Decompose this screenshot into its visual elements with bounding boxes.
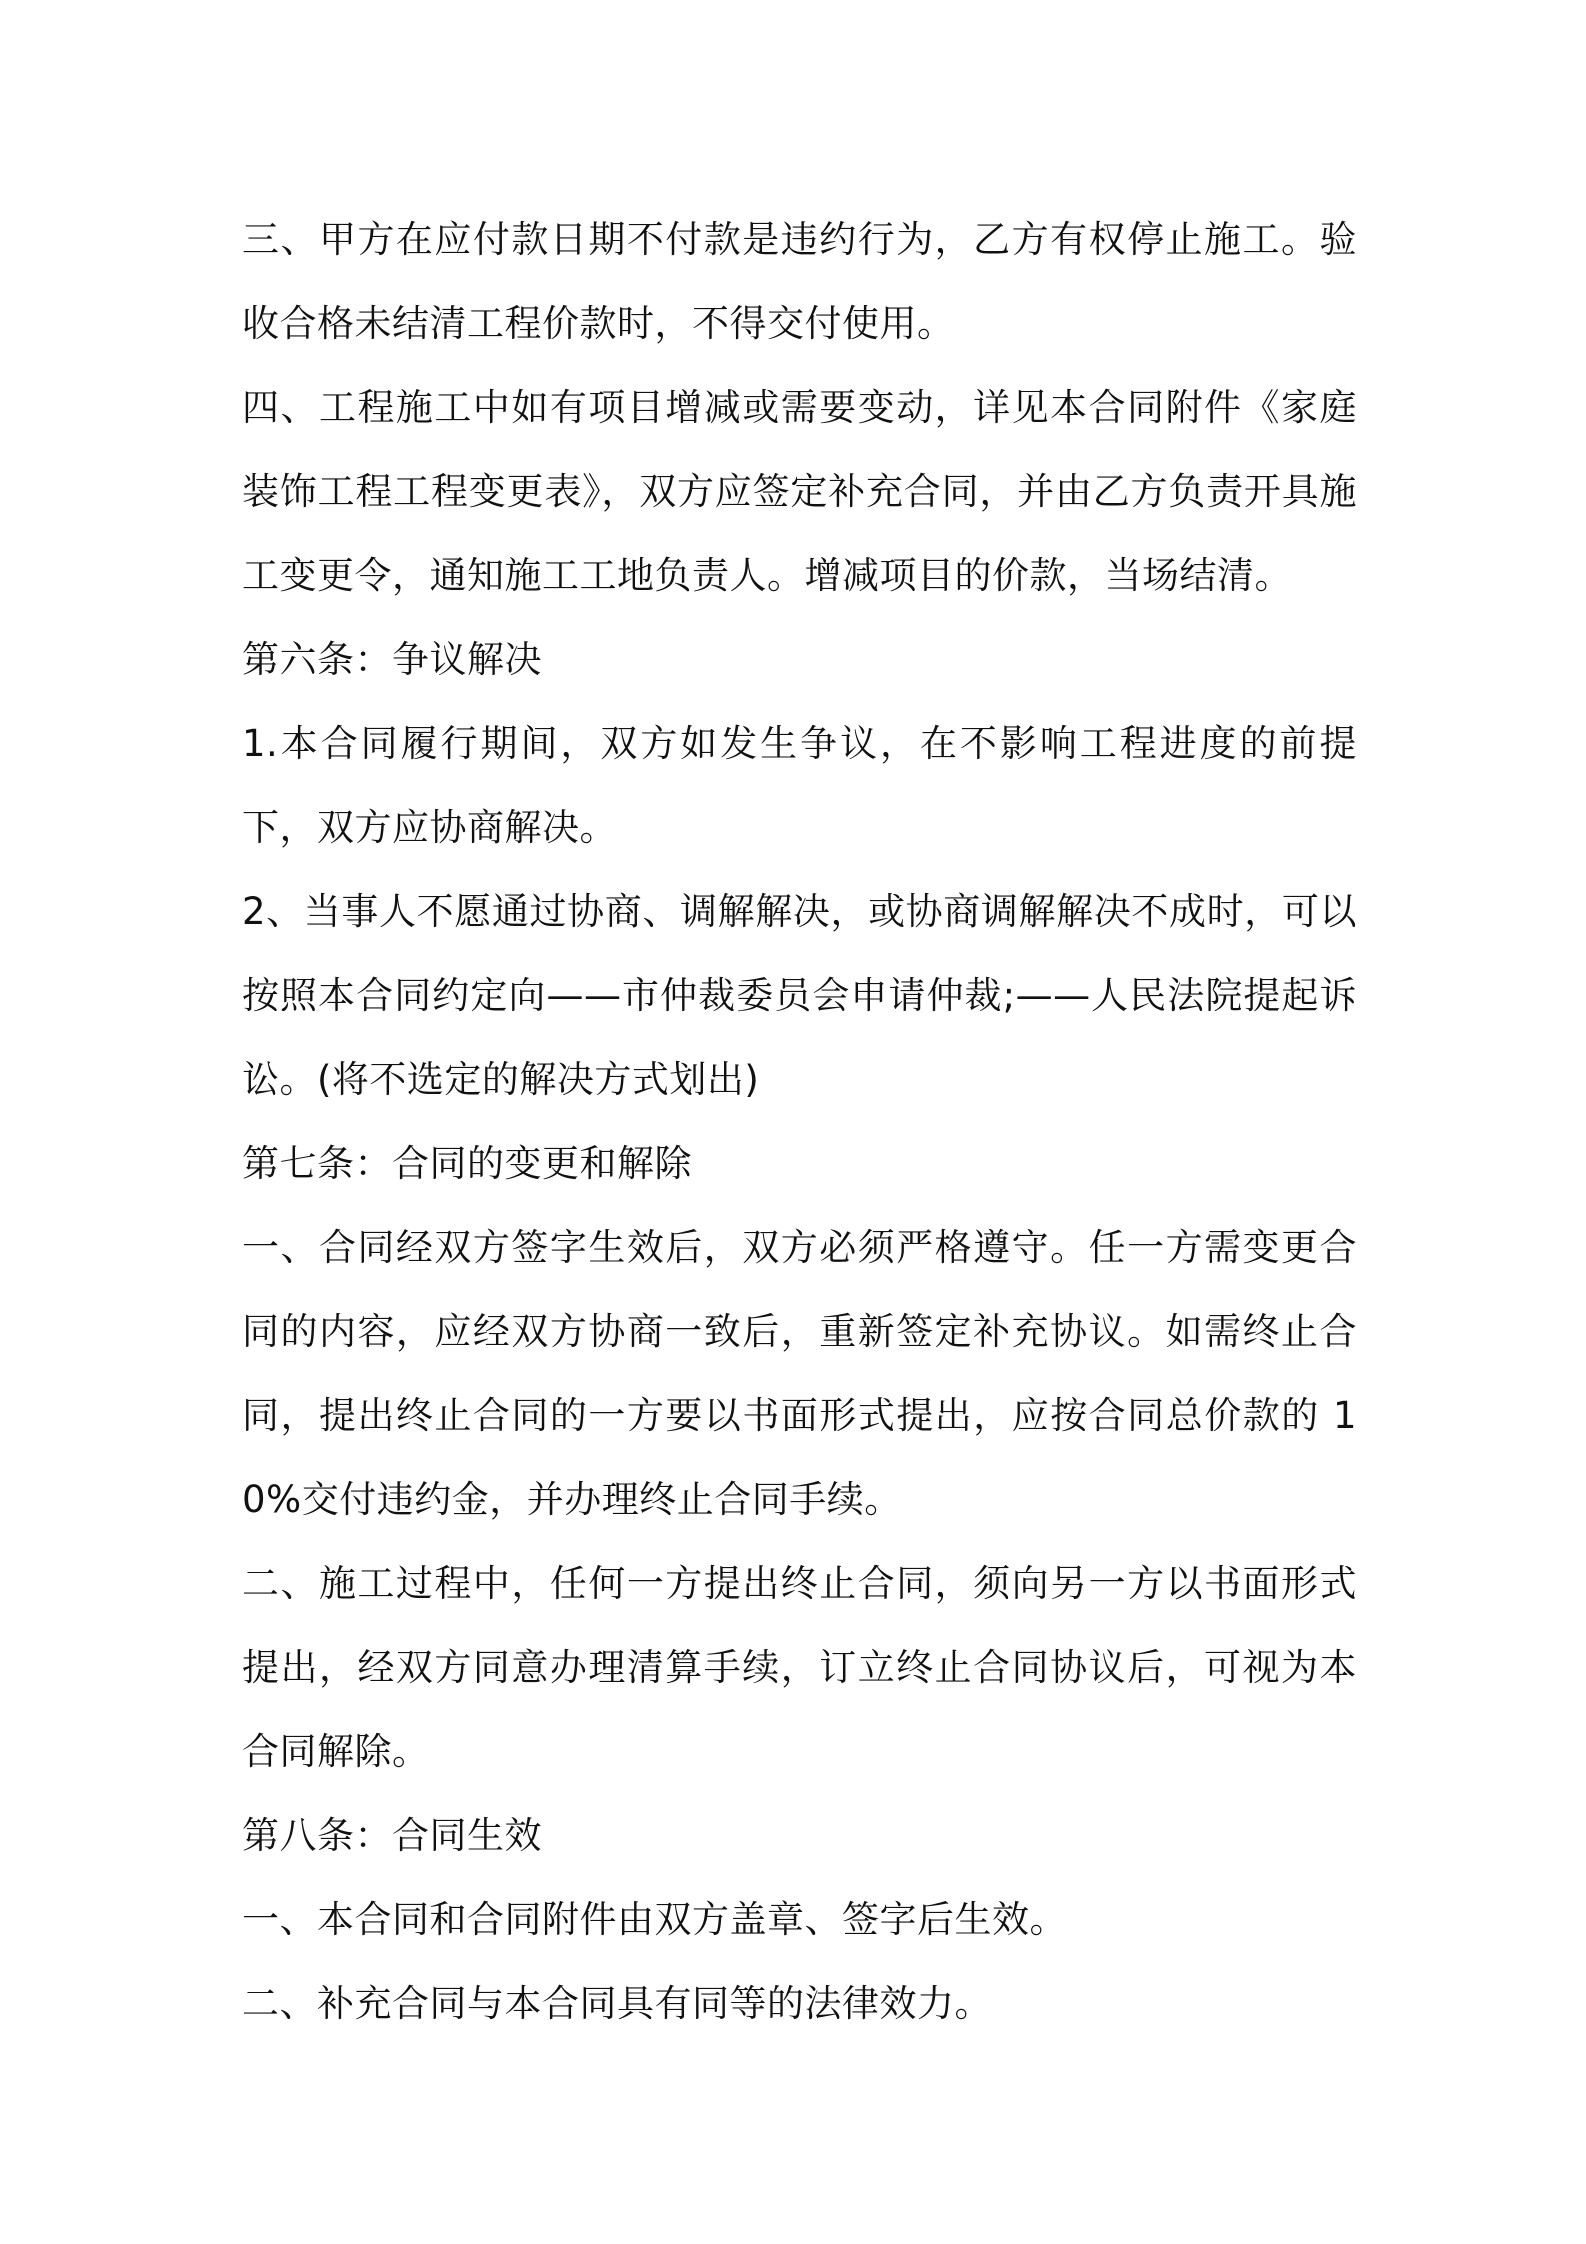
document-body xyxy=(242,198,1357,2046)
article-eight-heading: 第八条：合同生效 xyxy=(242,1814,542,1857)
effect-clause-two: 二、补充合同与本合同具有同等的法律效力。 xyxy=(242,1982,992,2025)
article-seven-heading: 第七条：合同的变更和解除 xyxy=(242,1142,692,1185)
change-clause-two: 二、施工过程中，任何一方提出终止合同，须向另一方以书面形式提出，经双方同意办理清算手续，订立终止合同协议后，可视为本合同解除。 xyxy=(242,1562,1357,1773)
clause-four-change-order: 四、工程施工中如有项目增减或需要变动，详见本合同附件《家庭装饰工程工程变更表》，双方应签定补充合同，并由乙方负责开具施工变更令，通知施工工地负责人。增减项目的价款，当场结清。 xyxy=(242,386,1357,597)
article-six-heading: 第六条：争议解决 xyxy=(242,638,542,681)
dispute-clause-1: 1.本合同履行期间，双方如发生争议，在不影响工程进度的前提下，双方应协商解决。 xyxy=(242,722,1357,849)
effect-clause-one: 一、本合同和合同附件由双方盖章、签字后生效。 xyxy=(242,1898,1067,1941)
change-clause-one: 一、合同经双方签字生效后，双方必须严格遵守。任一方需变更合同的内容，应经双方协商一致后，重新签定补充协议。如需终止合同，提出终止合同的一方要以书面形式提出，应按合同总价款的 10%交付违约金，并办理终止合同手续。 xyxy=(242,1226,1357,1521)
dispute-clause-2: 2、当事人不愿通过协商、调解解决，或协商调解解决不成时，可以按照本合同约定向——市仲裁委员会申请仲裁;——人民法院提起诉讼。(将不选定的解决方式划出) xyxy=(242,890,1357,1101)
clause-three-payment-default: 三、甲方在应付款日期不付款是违约行为，乙方有权停止施工。验收合格未结清工程价款时，不得交付使用。 xyxy=(242,218,1357,345)
